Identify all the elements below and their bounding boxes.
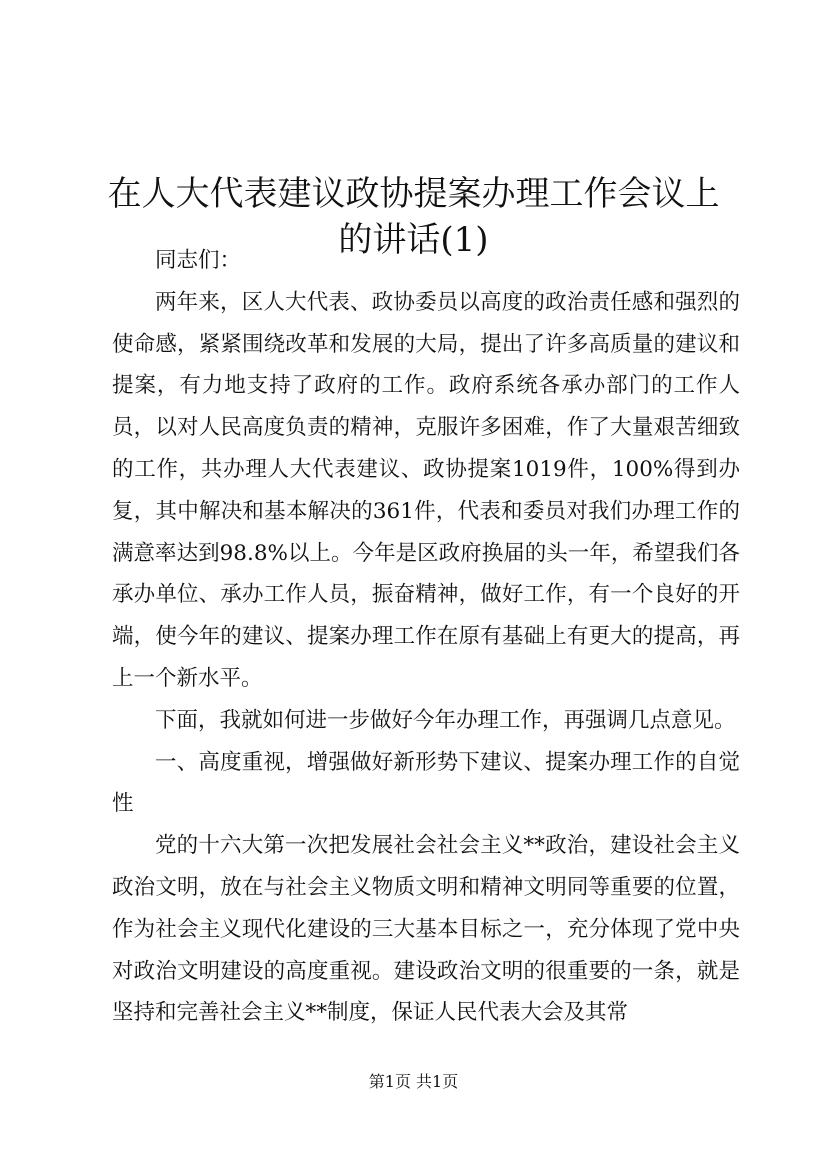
- section-heading: 一、高度重视，增强做好新形势下建议、提案办理工作的自觉性: [112, 749, 740, 817]
- body-paragraph: 党的十六大第一次把发展社会社会主义**政治，建设社会主义政治文明，放在与社会主义物质文明和精神文明同等重要的位置，作为社会主义现代化建设的三大基本目标之一，充分体现了党中央对政治文明建设的高度重视。建设政治文明的很重要的一条，就是坚持和完善社会主义**制度，保证人民代表大会及其常: [112, 833, 740, 1026]
- body-paragraph: 两年来，区人大代表、政协委员以高度的政治责任感和强烈的使命感，紧紧围绕改革和发展的大局，提出了许多高质量的建议和提案，有力地支持了政府的工作。政府系统各承办部门的工作人员，以对人民高度负责的精神，克服许多困难，作了大量艰苦细致的工作，共办理人大代表建议、政协提案1019件，100%得到办复，其中解决和基本解决的361件，代表和委员对我们办理工作的满意率达到98.8%以上。今年是区政府换届的头一年，希望我们各承办单位、承办工作人员，振奋精神，做好工作，有一个良好的开端，使今年的建议、提案办理工作在原有基础上有更大的提高，再上一个新水平。: [112, 289, 740, 691]
- document-body: [112, 240, 740, 1034]
- page-footer: 第1页 共1页: [368, 1072, 459, 1091]
- salutation-paragraph: 同志们：: [155, 248, 242, 273]
- document-title: 在人大代表建议政协提案办理工作会议上的讲话(1): [107, 173, 720, 260]
- body-paragraph: 下面，我就如何进一步做好今年办理工作，再强调几点意见。: [155, 707, 736, 733]
